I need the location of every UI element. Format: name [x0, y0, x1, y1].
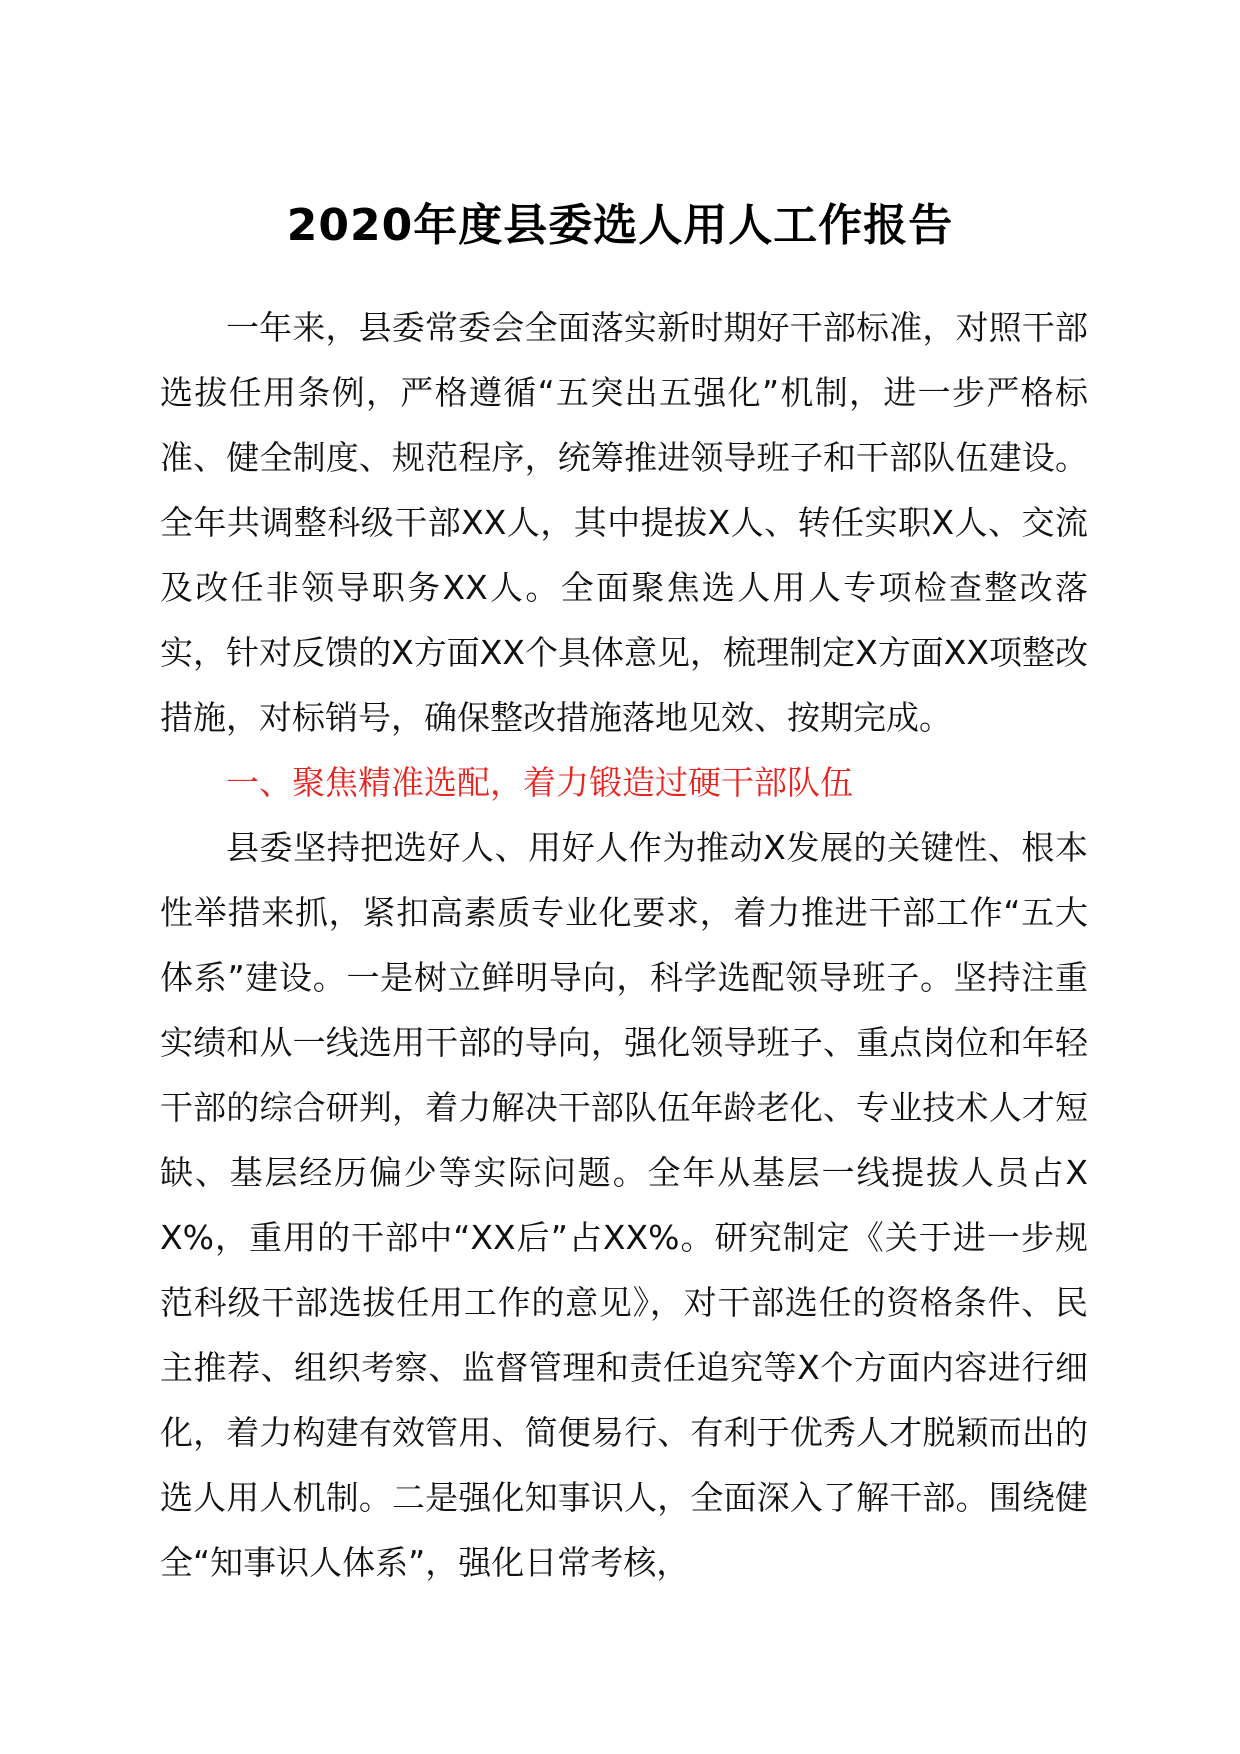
- section-heading-1: 一、聚焦精准选配，着力锻造过硬干部队伍: [226, 763, 853, 802]
- section-1-paragraph: 县委坚持把选好人、用好人作为推动X发展的关键性、根本性举措来抓，紧扣高素质专业化要求，着力推进干部工作“五大体系”建设。一是树立鲜明导向，科学选配领导班子。坚持注重实绩和从一线选用干部的导向，强化领导班子、重点岗位和年轻干部的综合研判，着力解决干部队伍年龄老化、专业技术人才短缺、基层经历偏少等实际问题。全年从基层一线提拔人员占XX%，重用的干部中“XX后”占XX%。研究制定《关于进一步规范科级干部选拔任用工作的意见》，对干部选任的资格条件、民主推荐、组织考察、监督管理和责任追究等X个方面内容进行细化，着力构建有效管用、简便易行、有利于优秀人才脱颖而出的选人用人机制。二是强化知事识人，全面深入了解干部。围绕健全“知事识人体系”，强化日常考核，: [160, 828, 1088, 1582]
- intro-paragraph: 一年来，县委常委会全面落实新时期好干部标准，对照干部选拔任用条例，严格遵循“五突出五强化”机制，进一步严格标准、健全制度、规范程序，统筹推进领导班子和干部队伍建设。全年共调整科级干部XX人，其中提拔X人、转任实职X人、交流及改任非领导职务XX人。全面聚焦选人用人专项检查整改落实，针对反馈的X方面XX个具体意见，梳理制定X方面XX项整改措施，对标销号，确保整改措施落地见效、按期完成。: [160, 308, 1088, 737]
- document-title: 2020年度县委选人用人工作报告: [286, 200, 954, 251]
